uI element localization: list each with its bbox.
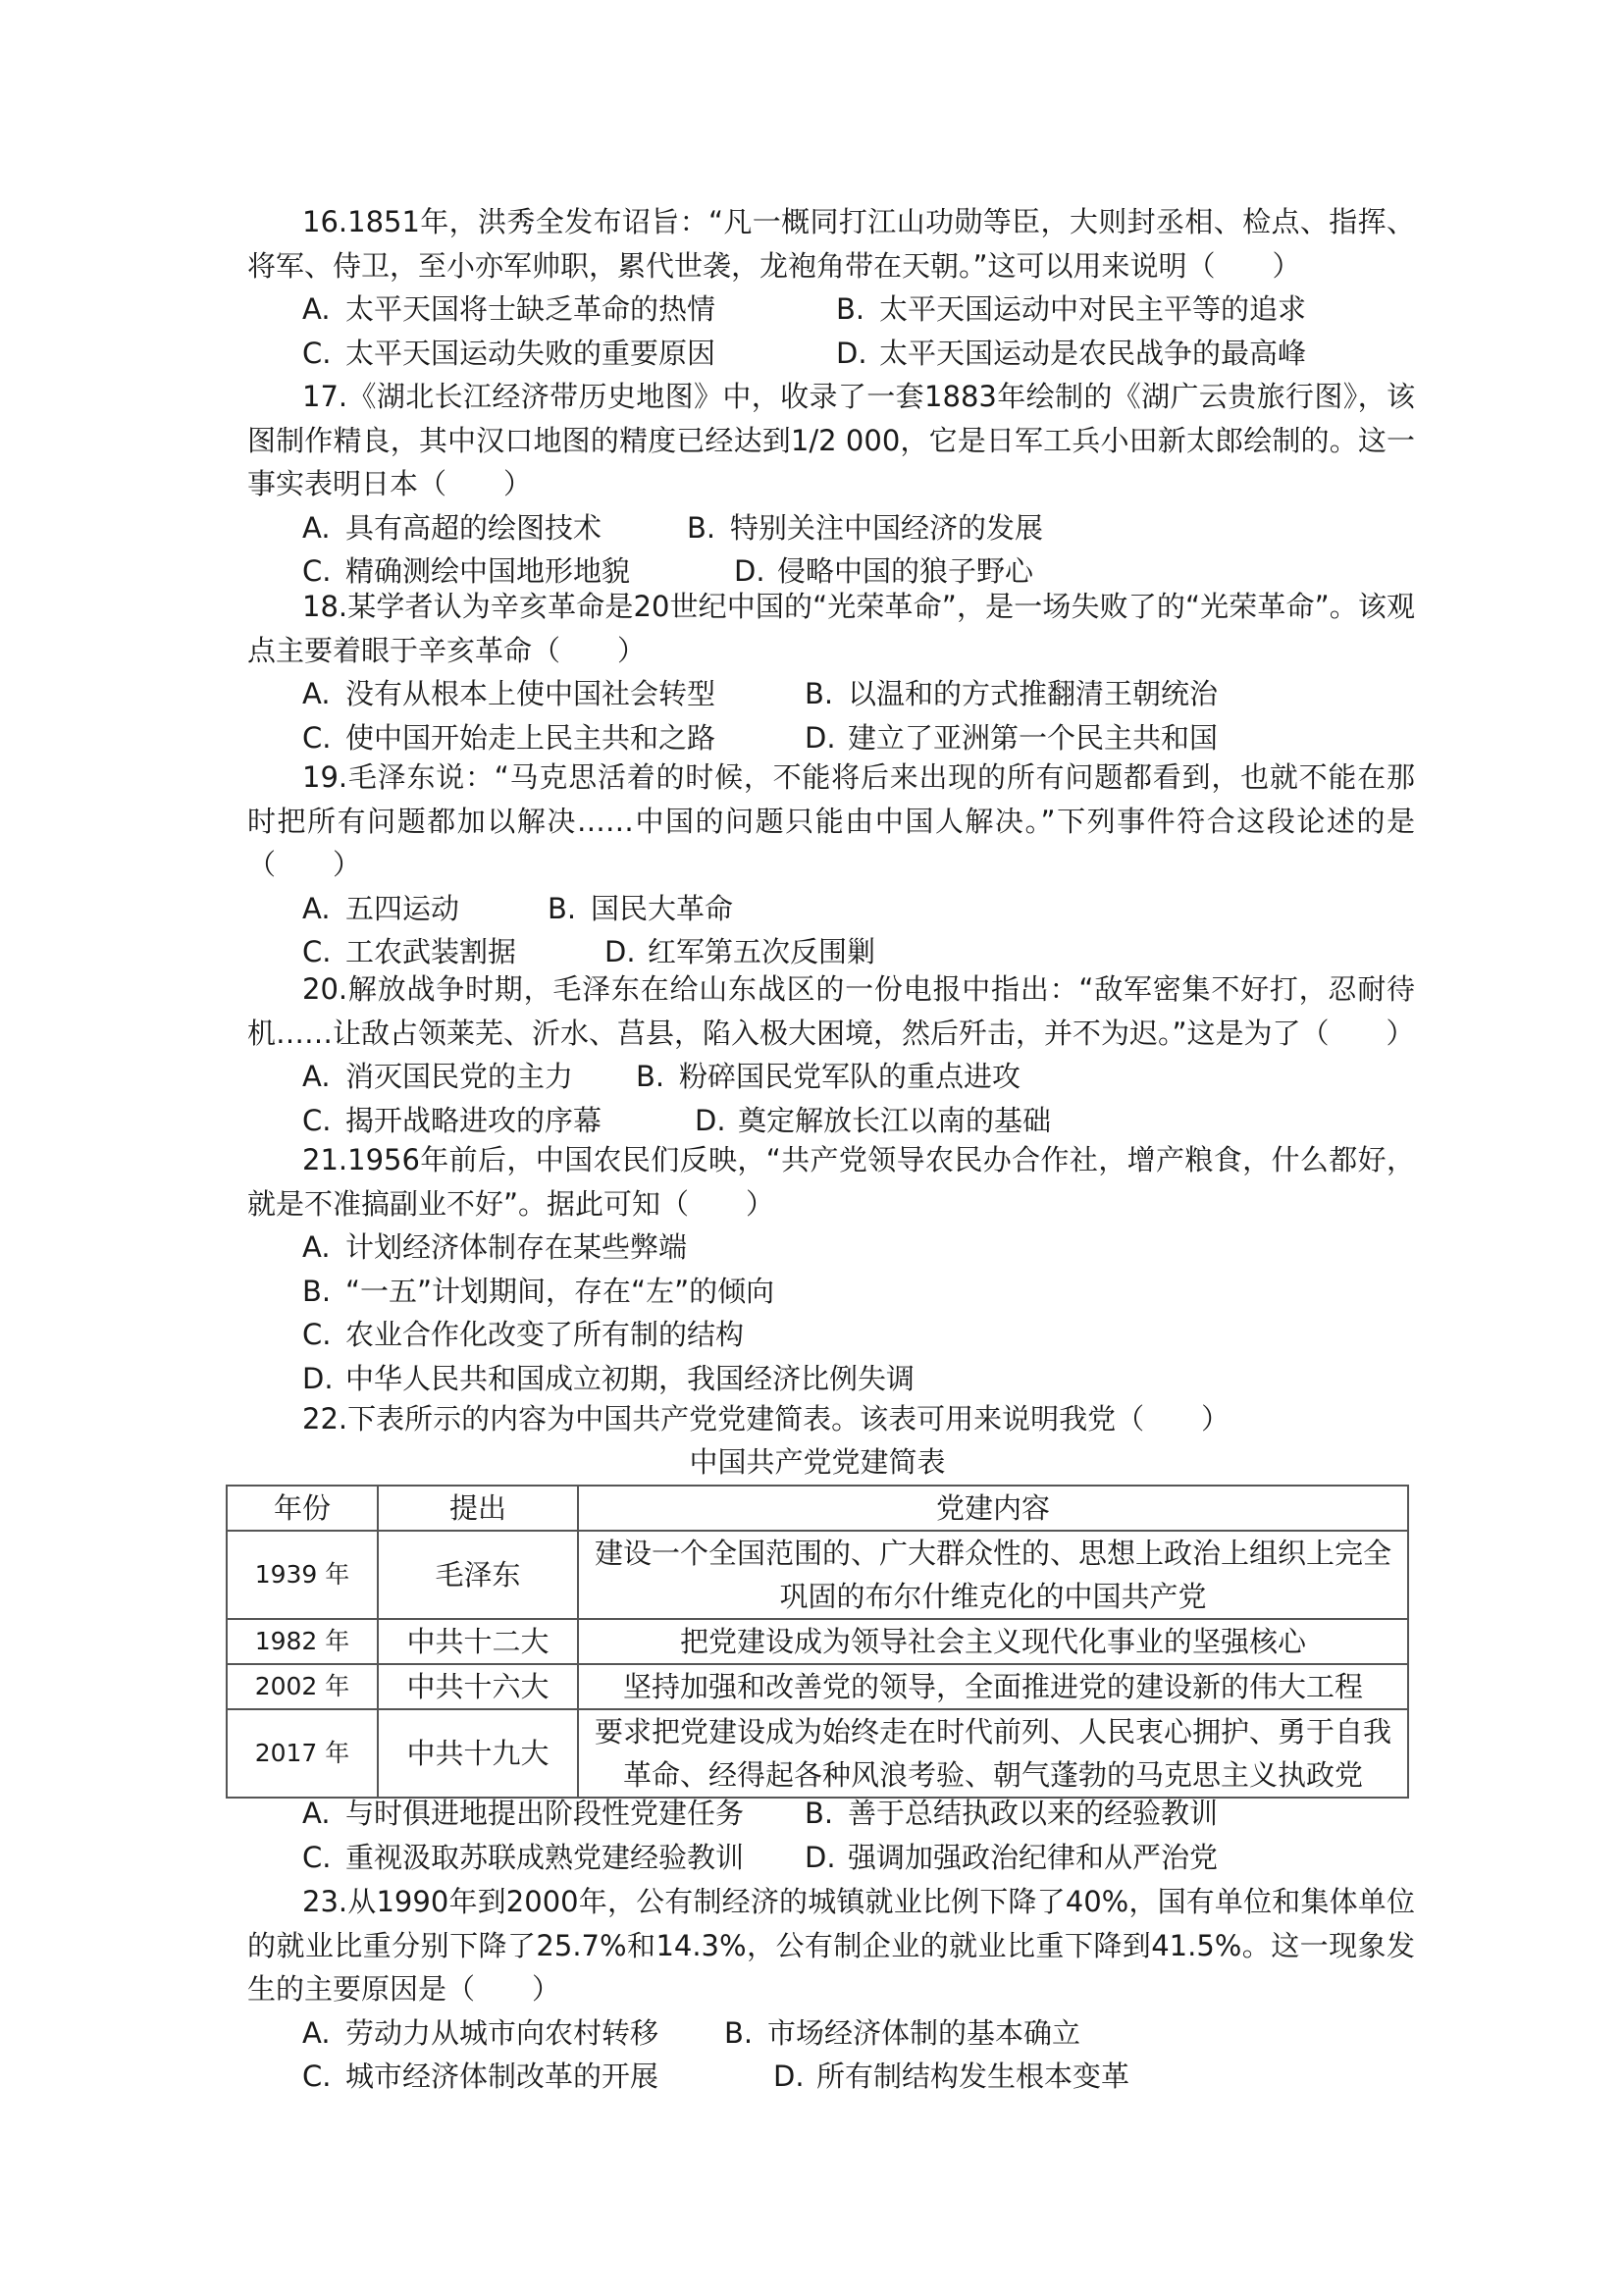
options-row — [247, 332, 1415, 376]
question-stem: 毛泽东说：“马克思活着的时候，不能将后来出现的所有问题都看到，也就不能在那时把所有问题都加以解决……中国的问题只能由中国人解决。”下列事件符合这段论述的是（ ） — [247, 760, 1415, 881]
question-stem: 1956年前后，中国农民们反映，“共产党领导农民办合作社，增产粮食，什么都好，就是不准搞副业不好”。据此可知（ ） — [247, 1143, 1415, 1221]
option-c: C. 揭开战略进攻的序幕 — [302, 1103, 602, 1137]
question-number: 21. — [302, 1143, 348, 1176]
cell-content: 坚持加强和改善党的领导，全面推进党的建设新的伟大工程 — [578, 1664, 1408, 1709]
option-b: B. 市场经济体制的基本确立 — [724, 2015, 1081, 2050]
question-stem: 1851年，洪秀全发布诏旨：“凡一概同打江山功勋等臣，大则封丞相、检点、指挥、将军、侍卫，至小亦军帅职，累代世袭，龙袍角带在天朝。”这可以用来说明（ ） — [247, 205, 1415, 283]
option-b: B. 特别关注中国经济的发展 — [687, 510, 1044, 545]
cell-proposer: 中共十六大 — [378, 1664, 578, 1709]
question-22 — [247, 1397, 1415, 1441]
table-header-row — [227, 1486, 1408, 1531]
question-18 — [247, 585, 1415, 759]
option-c: C. 重视汲取苏联成熟党建经验教训 — [302, 1840, 745, 1874]
table-row — [227, 1664, 1408, 1709]
question-stem: 从1990年到2000年，公有制经济的城镇就业比例下降了40%，国有单位和集体单位的就业比重分别下降了25.7%和14.3%，公有制企业的就业比重下降到41.5%。这一现象发生的主要原因是（ ） — [247, 1885, 1415, 2006]
question-17 — [247, 375, 1415, 594]
option-a: A. 具有高超的绘图技术 — [302, 510, 602, 545]
option-b: B. “一五”计划期间，存在“左”的倾向 — [302, 1274, 775, 1308]
option-a: A. 计划经济体制存在某些弊端 — [302, 1230, 688, 1264]
table-row — [227, 1619, 1408, 1664]
option-d: D. 建立了亚洲第一个民主共和国 — [805, 720, 1219, 755]
option-d: D. 奠定解放长江以南的基础 — [695, 1103, 1052, 1137]
cell-proposer: 毛泽东 — [378, 1531, 578, 1619]
cell-content: 把党建设成为领导社会主义现代化事业的坚强核心 — [578, 1619, 1408, 1664]
options-row — [247, 1055, 1415, 1099]
question-stem: 《湖北长江经济带历史地图》中，收录了一套1883年绘制的《湖广云贵旅行图》，该图制作精良，其中汉口地图的精度已经达到1/2 000，它是日军工兵小田新太郎绘制的。这一事实表明日本（ ） — [247, 380, 1415, 500]
option-d: D. 所有制结构发生根本变革 — [773, 2060, 1130, 2093]
options-row — [247, 716, 1415, 760]
table-row — [227, 1709, 1408, 1798]
options-row — [247, 287, 1415, 332]
option-d: D. 侵略中国的狼子野心 — [734, 554, 1034, 588]
cell-year: 2002 年 — [227, 1664, 378, 1709]
question-number: 16. — [302, 205, 348, 238]
option-b: B. 以温和的方式推翻清王朝统治 — [805, 677, 1219, 710]
option-d: D. 太平天国运动是农民战争的最高峰 — [836, 336, 1307, 370]
question-stem: 某学者认为辛亥革命是20世纪中国的“光荣革命”，是一场失败了的“光荣革命”。该观点主要着眼于辛亥革命（ ） — [247, 590, 1415, 667]
question-stem: 下表所示的内容为中国共产党党建简表。该表可用来说明我党（ ） — [347, 1402, 1230, 1435]
option-d: D. 红军第五次反围剿 — [604, 935, 876, 968]
option-c: C. 农业合作化改变了所有制的结构 — [302, 1318, 745, 1351]
question-number: 22. — [302, 1402, 348, 1435]
option-a: A. 太平天国将士缺乏革命的热情 — [302, 292, 716, 326]
options-row — [247, 2011, 1415, 2056]
option-b: B. 国民大革命 — [548, 891, 734, 925]
option-b: B. 太平天国运动中对民主平等的追求 — [836, 292, 1307, 326]
question-number: 18. — [302, 590, 348, 623]
question-stem: 解放战争时期，毛泽东在给山东战区的一份电报中指出：“敌军密集不好打，忍耐待机……让敌占领莱芜、沂水、莒县，陷入极大困境，然后歼击，并不为迟。”这是为了（ ） — [247, 972, 1415, 1050]
option-a: A. 劳动力从城市向农村转移 — [302, 2015, 659, 2050]
options-row — [247, 1836, 1415, 1880]
question-20 — [247, 967, 1415, 1142]
cell-proposer: 中共十二大 — [378, 1619, 578, 1664]
options-row — [247, 1792, 1415, 1836]
header-content: 党建内容 — [578, 1486, 1408, 1531]
question-number: 23. — [302, 1885, 348, 1918]
table-row — [227, 1531, 1408, 1619]
option-b: B. 粉碎国民党军队的重点进攻 — [636, 1060, 1021, 1093]
option-a: A. 消灭国民党的主力 — [302, 1060, 574, 1093]
header-year: 年份 — [227, 1486, 378, 1531]
cell-proposer: 中共十九大 — [378, 1709, 578, 1798]
option-a: A. 没有从根本上使中国社会转型 — [302, 677, 716, 710]
option-c: C. 精确测绘中国地形地貌 — [302, 554, 631, 588]
question-21 — [247, 1138, 1415, 1400]
header-proposer: 提出 — [378, 1486, 578, 1531]
options-row — [247, 887, 1415, 931]
option-c: C. 城市经济体制改革的开展 — [302, 2060, 659, 2093]
cell-year: 1982 年 — [227, 1619, 378, 1664]
option-c: C. 使中国开始走上民主共和之路 — [302, 720, 716, 755]
option-c: C. 太平天国运动失败的重要原因 — [302, 336, 716, 370]
options-row — [247, 506, 1415, 550]
option-d: D. 强调加强政治纪律和从严治党 — [805, 1840, 1219, 1874]
table-title: 中国共产党党建简表 — [689, 1445, 946, 1479]
options-row — [247, 2055, 1415, 2099]
options-row — [247, 672, 1415, 716]
question-number: 20. — [302, 972, 348, 1006]
options-row — [247, 1099, 1415, 1143]
question-number: 17. — [302, 380, 348, 413]
question-22-options — [247, 1792, 1415, 1879]
option-d: D. 中华人民共和国成立初期，我国经济比例失调 — [302, 1361, 916, 1395]
option-a: A. 五四运动 — [302, 891, 460, 925]
question-23 — [247, 1880, 1415, 2099]
cell-year: 2017 年 — [227, 1709, 378, 1798]
option-c: C. 工农武装割据 — [302, 935, 517, 968]
option-a: A. 与时俱进地提出阶段性党建任务 — [302, 1797, 745, 1830]
cell-content: 要求把党建设成为始终走在时代前列、人民衷心拥护、勇于自我革命、经得起各种风浪考验、朝气蓬勃的马克思主义执政党 — [578, 1709, 1408, 1798]
cell-year: 1939 年 — [227, 1531, 378, 1619]
cell-content: 建设一个全国范围的、广大群众性的、思想上政治上组织上完全巩固的布尔什维克化的中国共产党 — [578, 1531, 1408, 1619]
question-16 — [247, 200, 1415, 375]
question-19 — [247, 756, 1415, 974]
party-building-table — [226, 1485, 1409, 1799]
option-b: B. 善于总结执政以来的经验教训 — [805, 1797, 1219, 1830]
question-number: 19. — [302, 760, 348, 794]
